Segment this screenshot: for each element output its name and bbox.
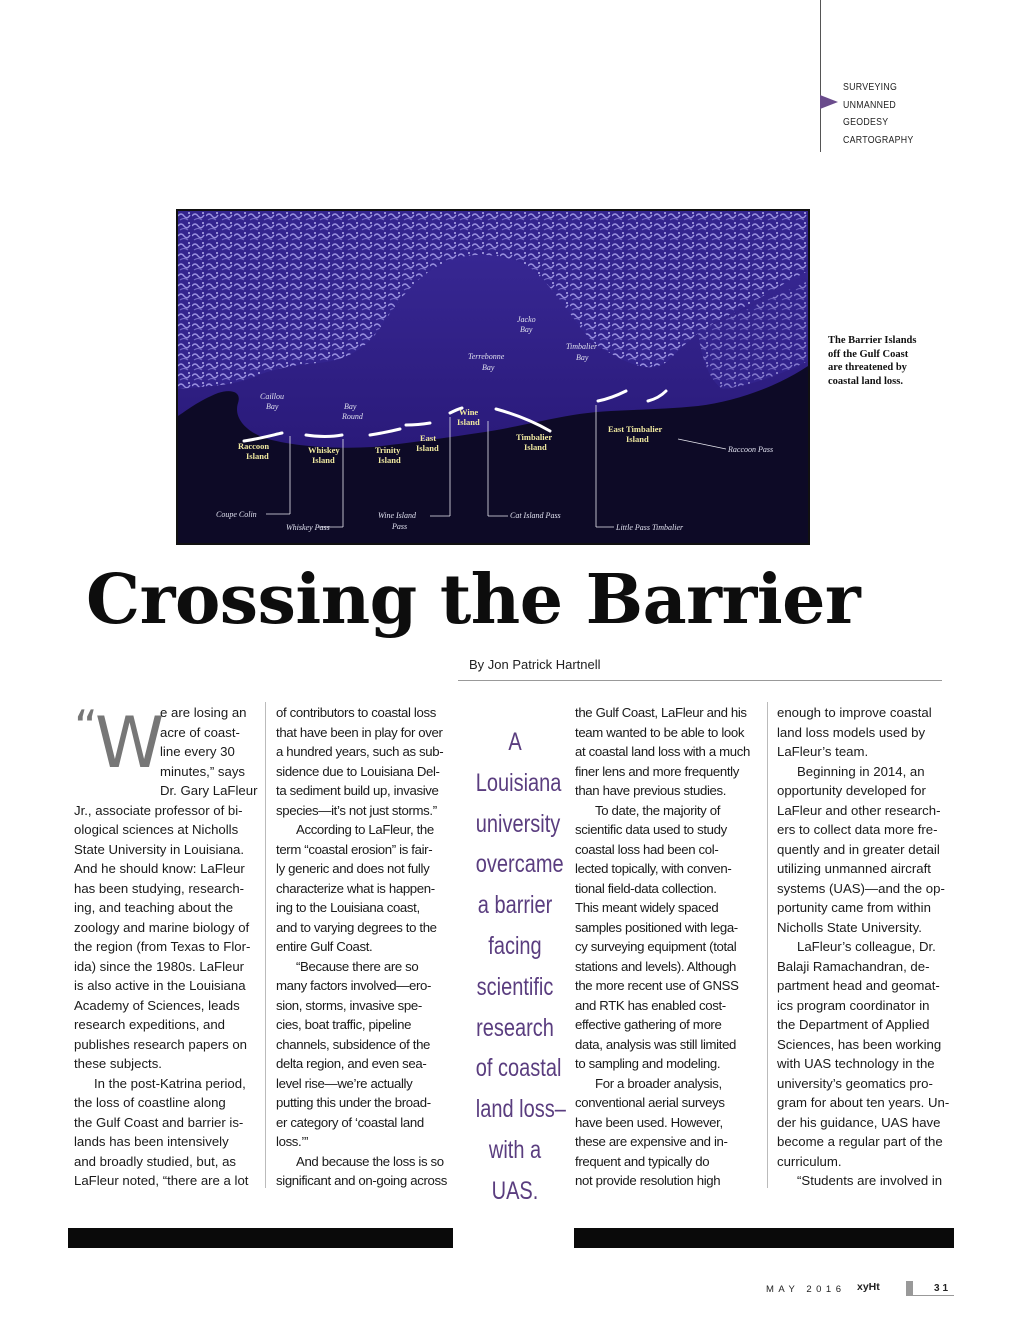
text-line: the loss of coastline along: [74, 1095, 226, 1110]
map-label-wine-island-pass: Wine Island: [378, 511, 416, 520]
paragraph: [74, 801, 258, 1074]
map-label-east: East: [420, 433, 437, 443]
text-line: e are losing an: [160, 705, 247, 720]
footer-divider: [906, 1295, 954, 1296]
map-label-bay: Bay: [344, 402, 357, 411]
pull-quote-line: Louisiana: [475, 768, 562, 797]
text-line: enough to improve coastal: [777, 705, 932, 720]
footer-magazine-name: xyHt: [857, 1281, 880, 1293]
text-line: line every 30: [160, 744, 235, 759]
text-line: der his guidance, UAS have: [777, 1114, 941, 1130]
text-line: these subjects.: [74, 1056, 162, 1071]
text-line: coastal loss had been col-: [575, 841, 719, 857]
section-divider: [820, 0, 821, 152]
text-line: Nicholls State University.: [777, 919, 922, 935]
map-label-timbalier: Timbalier: [566, 342, 598, 351]
section-pointer-icon: [820, 95, 838, 109]
pull-quote: [466, 722, 564, 1212]
body-column-1: [74, 703, 258, 1191]
text-line: LaFleur and other research-: [777, 802, 941, 818]
text-line: to sampling and modeling.: [575, 1056, 721, 1071]
text-line: LaFleur’s team.: [777, 744, 869, 759]
text-line: er category of ‘coastal land: [276, 1114, 424, 1130]
map-label-coupe-colin: Coupe Colin: [216, 510, 257, 519]
text-line: portunity came from within: [777, 900, 931, 915]
paragraph: [777, 937, 963, 1171]
section-tag: GEODESY: [843, 117, 889, 129]
text-line: has been studying, research-: [74, 880, 245, 896]
map-label-whiskey: Whiskey: [308, 445, 340, 455]
paragraph: [74, 1074, 258, 1191]
paragraph: [276, 957, 460, 1152]
text-line: characterize what is happen-: [276, 880, 435, 896]
text-line: at coastal land loss with a much: [575, 744, 750, 759]
text-line: term “coastal erosion” is fair-: [276, 841, 433, 857]
text-line: level rise—we’re actually: [276, 1075, 413, 1091]
text-line: sion, storms, invasive spe-: [276, 997, 422, 1013]
text-line: And he should know: LaFleur: [74, 861, 245, 876]
pull-quote-line: land loss–: [475, 1095, 566, 1124]
paragraph: [276, 1152, 460, 1191]
map-label-cat-island-pass: Cat Island Pass: [510, 511, 561, 520]
map-label-timbalier: Timbalier: [516, 432, 553, 442]
map-label-jacko-bay: Bay: [520, 325, 533, 334]
text-line: Sciences, has been working: [777, 1036, 942, 1052]
text-line: ics program coordinator in: [777, 997, 930, 1013]
body-column-2: [276, 703, 460, 1191]
text-line: these are expensive and in-: [575, 1134, 728, 1149]
pull-quote-line: with a: [488, 1135, 542, 1164]
text-line: opportunity developed for: [777, 783, 926, 798]
text-line: Dr. Gary LaFleur: [160, 783, 258, 798]
map-label-wine-island: Island: [457, 417, 480, 427]
text-line: ta sediment build up, invasive: [276, 783, 439, 798]
drop-cap-letter: W: [94, 702, 165, 784]
text-line: the more recent use of GNSS: [575, 978, 739, 993]
map-label-whiskey-pass: Whiskey Pass: [286, 523, 330, 532]
text-line: is also active in the Louisiana: [74, 978, 246, 993]
column-divider: [265, 702, 266, 1188]
map-label-trinity: Trinity: [375, 445, 401, 455]
pull-quote-line: research: [476, 1013, 554, 1042]
map-label-raccoon-pass: Raccoon Pass: [728, 445, 774, 454]
text-line: and broadly studied, but, as: [74, 1153, 237, 1169]
pull-quote-line: overcame: [475, 850, 564, 879]
text-line: quently and in greater detail: [777, 841, 940, 857]
paragraph: [575, 703, 761, 801]
map-label-timbalier-bay: Bay: [576, 353, 589, 362]
text-line: the Gulf Coast, LaFleur and his: [575, 705, 747, 720]
barrier-islands-map: [176, 209, 810, 545]
column-divider: [767, 702, 768, 1188]
map-label-wine-island-pass-2: Pass: [392, 522, 408, 531]
text-line: a hundred years, such as sub-: [276, 744, 444, 759]
section-tag: CARTOGRAPHY: [843, 134, 914, 146]
text-line: “Students are involved in: [797, 1173, 943, 1188]
text-line: lands has been intensively: [74, 1134, 229, 1149]
paragraph: [276, 703, 460, 820]
text-line: sidence due to Louisiana Del-: [276, 763, 440, 779]
pull-quote-line: of coastal: [475, 1054, 562, 1083]
byline-divider: [458, 680, 942, 681]
map-graphic: [178, 211, 808, 543]
paragraph: [777, 762, 963, 938]
text-line: data, analysis was still limited: [575, 1036, 737, 1052]
paragraph: [575, 1074, 761, 1191]
text-line: putting this under the broad-: [276, 1095, 431, 1110]
text-line: acre of coast-: [160, 724, 240, 740]
text-line: LaFleur noted, “there are a lot: [74, 1173, 249, 1188]
text-line: ers to collect data more fre-: [777, 822, 938, 837]
map-label-raccoon: Raccoon: [238, 441, 270, 451]
text-line: ida) since the 1980s. LaFleur: [74, 958, 245, 974]
text-line: loss.’”: [276, 1134, 308, 1149]
text-line: curriculum.: [777, 1153, 842, 1169]
pull-quote-line: a barrier: [477, 891, 553, 920]
text-line: gram for about ten years. Un-: [777, 1095, 950, 1110]
text-line: cies, boat traffic, pipeline: [276, 1017, 412, 1032]
text-line: team wanted to be able to look: [575, 724, 745, 740]
paragraph: [777, 703, 963, 762]
map-label-terrebonne: Terrebonne: [468, 352, 505, 361]
text-line: stations and levels). Although: [575, 958, 737, 974]
page-number: 31: [934, 1283, 952, 1294]
drop-cap-quote: “: [74, 700, 98, 754]
text-line: tional field-data collection.: [575, 880, 717, 896]
pull-quote-line: facing: [488, 931, 542, 960]
text-line: minutes,” says: [160, 763, 246, 779]
pull-quote-line: UAS.: [491, 1176, 539, 1205]
text-line: research expeditions, and: [74, 1017, 226, 1032]
text-line: become a regular part of the: [777, 1134, 943, 1149]
map-caption: The Barrier Islands off the Gulf Coast are threatened by coastal land loss.: [828, 335, 917, 387]
text-line: lected topically, with conven-: [575, 861, 732, 876]
map-label-east-island: Island: [416, 443, 439, 453]
text-line: with UAS technology in the: [777, 1056, 935, 1071]
text-line: In the post-Katrina period,: [94, 1075, 246, 1091]
text-line: ing, and teaching about the: [74, 900, 234, 915]
text-line: scientific data used to study: [575, 822, 727, 837]
text-line: have been used. However,: [575, 1114, 723, 1130]
text-line: the Department of Applied: [777, 1017, 930, 1032]
text-line: samples positioned with lega-: [575, 919, 738, 935]
paragraph: [575, 801, 761, 1074]
text-line: “Because there are so: [296, 958, 419, 974]
map-label-raccoon-island: Island: [246, 451, 269, 461]
byline: By Jon Patrick Hartnell: [469, 657, 601, 672]
drop-cap-lines: [74, 703, 258, 801]
text-line: zoology and marine biology of: [74, 919, 250, 935]
text-line: Academy of Sciences, leads: [74, 997, 240, 1013]
map-label-terrebonne-bay: Bay: [482, 363, 495, 372]
footer-issue-date: MAY 2016: [766, 1284, 846, 1295]
map-label-little-pass-timbalier: Little Pass Timbalier: [616, 523, 684, 532]
text-line: of contributors to coastal loss: [276, 705, 436, 720]
text-line: and RTK has enabled cost-: [575, 997, 726, 1013]
text-line: channels, subsidence of the: [276, 1036, 431, 1052]
body-column-3: [575, 703, 761, 1191]
text-line: LaFleur’s colleague, Dr.: [797, 939, 936, 954]
text-line: According to LaFleur, the: [296, 822, 434, 837]
map-label-trinity-island: Island: [378, 455, 401, 465]
map-label-whiskey-island: Island: [312, 455, 335, 465]
text-line: ly generic and does not fully: [276, 861, 430, 876]
text-line: partment head and geomat-: [777, 978, 940, 993]
text-line: the region (from Texas to Flor-: [74, 939, 251, 954]
text-line: land loss models used by: [777, 724, 926, 740]
map-label-wine: Wine: [459, 407, 479, 417]
map-label-caillou: Caillou: [260, 392, 285, 401]
text-line: university’s geomatics pro-: [777, 1075, 933, 1091]
text-line: delta region, and even sea-: [276, 1056, 427, 1071]
section-tag-list: [843, 79, 923, 149]
text-line: frequent and typically do: [575, 1153, 710, 1169]
bottom-bar-left: [68, 1228, 453, 1248]
map-label-east-timbalier-island: Island: [626, 434, 649, 444]
text-line: effective gathering of more: [575, 1017, 722, 1032]
bottom-bar-right: [574, 1228, 954, 1248]
text-line: For a broader analysis,: [595, 1075, 722, 1091]
text-line: ological sciences at Nicholls: [74, 822, 239, 837]
footer-block-icon: [906, 1281, 913, 1295]
pull-quote-line: university: [475, 809, 561, 838]
text-line: Beginning in 2014, an: [797, 763, 925, 779]
text-line: conventional aerial surveys: [575, 1095, 725, 1110]
text-line: the Gulf Coast and barrier is-: [74, 1114, 244, 1130]
map-label-caillou-bay: Bay: [266, 402, 279, 411]
text-line: Jr., associate professor of bi-: [74, 802, 243, 818]
text-line: finer lens and more frequently: [575, 763, 739, 779]
text-line: And because the loss is so: [296, 1153, 444, 1169]
map-label-round: Round: [342, 412, 363, 421]
text-line: and to varying degrees to the: [276, 919, 437, 935]
text-line: than have previous studies.: [575, 783, 727, 798]
body-column-4: [777, 703, 963, 1191]
text-line: not provide resolution high: [575, 1173, 721, 1188]
map-label-timbalier-island: Island: [524, 442, 547, 452]
text-line: publishes research papers on: [74, 1036, 248, 1052]
text-line: ing to the Louisiana coast,: [276, 900, 420, 915]
text-line: systems (UAS)—and the op-: [777, 880, 945, 896]
map-label-jacko: Jacko: [517, 315, 536, 324]
text-line: species—it’s not just storms.”: [276, 802, 437, 818]
text-line: entire Gulf Coast.: [276, 939, 373, 954]
section-tag-active: UNMANNED: [843, 99, 896, 111]
text-line: cy surveying equipment (total: [575, 939, 737, 954]
section-tag: SURVEYING: [843, 82, 898, 93]
article-headline: Crossing the Barrier: [86, 560, 861, 640]
text-line: This meant widely spaced: [575, 900, 719, 915]
text-line: that have been in play for over: [276, 724, 443, 740]
text-line: utilizing unmanned aircraft: [777, 861, 931, 876]
text-line: State University in Louisiana.: [74, 841, 245, 857]
paragraph: [276, 820, 460, 957]
text-line: Balaji Ramachandran, de-: [777, 958, 930, 974]
text-line: significant and on-going across: [276, 1173, 447, 1188]
pull-quote-line: scientific: [476, 972, 554, 1001]
text-line: To date, the majority of: [595, 802, 721, 818]
map-label-east-timbalier: East Timbalier: [608, 424, 663, 434]
paragraph: [777, 1171, 963, 1191]
text-line: many factors involved—ero-: [276, 978, 432, 993]
pull-quote-line: A: [508, 728, 522, 756]
